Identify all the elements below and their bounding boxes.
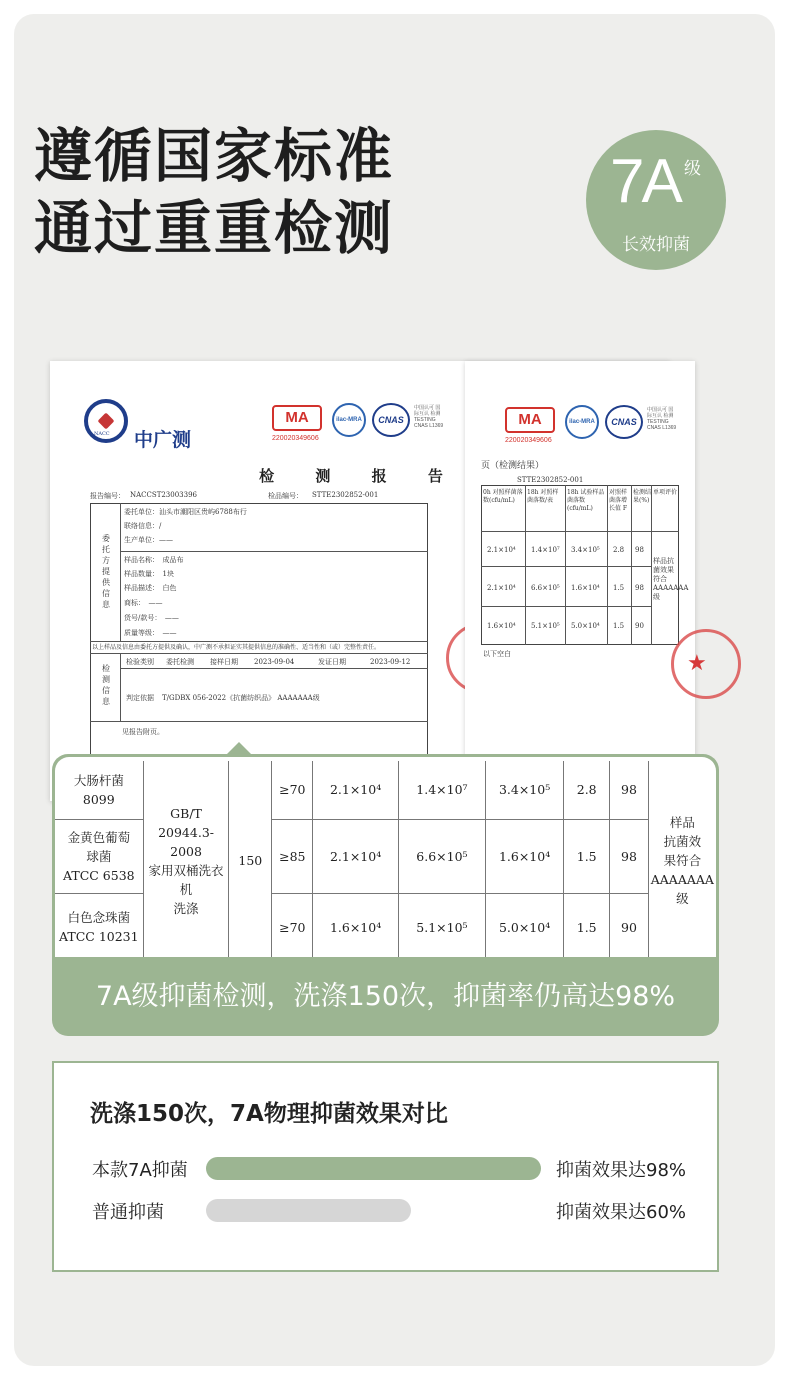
ilac-mra-logo-icon: ilac-MRA (332, 403, 366, 437)
threshold-cell: ≥85 (272, 819, 313, 893)
result-cell: 90 (610, 893, 648, 957)
result-table-wrap (55, 757, 716, 957)
test-18h-cell: 3.4×10⁵ (486, 761, 564, 819)
p2-divider (525, 485, 526, 645)
control-0h-cell: 2.1×10⁴ (313, 819, 398, 893)
receive-date-label: 接样日期 (210, 658, 238, 666)
control-0h-cell: 2.1×10⁴ (313, 761, 398, 819)
comparison-bar-2 (206, 1199, 411, 1222)
p2-cell: 3.4×10⁵ (571, 546, 600, 554)
headline-line-1: 遵循国家标准 (34, 122, 395, 190)
sample-number-label: 检品编号： (268, 492, 303, 500)
cnas-logo-icon: CNAS (372, 403, 410, 437)
badge-grade-suffix: 级 (684, 159, 701, 179)
trademark: 商标： —— (124, 599, 163, 607)
test-type: 委托检测 (166, 658, 194, 666)
strain-cell: 金黄色葡萄 球菌 ATCC 6538 (55, 819, 143, 893)
panel-caption: 7A级抑菌检测，洗涤150次，抑菌率仍高达98% (95, 981, 676, 1012)
model-number: 货号/款号： —— (124, 614, 179, 622)
test-18h-cell: 5.0×10⁴ (486, 893, 564, 957)
p2-end-note: 以下空白 (483, 650, 511, 658)
evaluation-cell: 样品 抗菌效 果符合 AAAAAAA 级 (648, 761, 716, 957)
form-divider (120, 503, 121, 641)
comparison-value-2: 抑菌效果达60% (556, 1202, 687, 1223)
p2-divider (565, 485, 566, 645)
p2-cell: 2.1×10⁴ (487, 584, 516, 592)
test-type-label: 检验类别 (126, 658, 154, 666)
comparison-title: 洗涤150次，7A物理抑菌效果对比 (90, 1101, 448, 1127)
p2-cell: 1.6×10⁴ (487, 622, 516, 630)
growth-f-cell: 1.5 (564, 893, 610, 957)
p2-cell: 5.1×10⁵ (531, 622, 560, 630)
control-18h-cell: 5.1×10⁵ (398, 893, 485, 957)
sample-number: STTE2302852-001 (312, 491, 379, 499)
attached-note: 见报告附页。 (122, 728, 164, 736)
p2-divider (631, 485, 632, 645)
page2-sample-number: STTE2302852-001 (517, 476, 584, 484)
strain-cell: 白色念珠菌 ATCC 10231 (55, 893, 143, 957)
nacc-logo-text: 中广测 (134, 429, 192, 451)
comparison-value-1: 抑菌效果达98% (556, 1160, 687, 1181)
report-number: NACCST23003396 (130, 491, 197, 499)
threshold-cell: ≥70 (272, 893, 313, 957)
badge-caption: 长效抑菌 (622, 235, 690, 255)
control-0h-cell: 1.6×10⁴ (313, 893, 398, 957)
comparison-label-1: 本款7A抑菌 (92, 1160, 188, 1181)
page2-heading: 页（检测结果） (481, 461, 545, 471)
cma-number: 220020349606 (272, 435, 319, 442)
p2-header: 18h 试验样品菌落数(cfu/mL) (567, 489, 605, 512)
cnas-subtext: 中国认可 国际互认 检测 TESTING CNAS L1369 (414, 405, 444, 429)
p2-divider (481, 606, 651, 607)
basis: T/GDBX 056-2022《抗菌纺织品》 AAAAAAA级 (162, 694, 320, 702)
report-title: 检 测 报 告 (259, 467, 461, 485)
p2-cell: 98 (635, 584, 644, 592)
control-18h-cell: 1.4×10⁷ (398, 761, 485, 819)
p2-cell: 1.5 (613, 584, 625, 592)
issue-date-label: 发证日期 (318, 658, 346, 666)
p2-cell: 98 (635, 546, 644, 554)
growth-f-cell: 1.5 (564, 819, 610, 893)
p2-divider (651, 485, 652, 645)
client-info-group-label: 委托方提供信息 (102, 534, 110, 609)
p2-cell: 1.6×10⁴ (571, 584, 600, 592)
threshold-cell: ≥70 (272, 761, 313, 819)
issue-date: 2023-09-12 (370, 658, 411, 666)
sample-name: 样品名称： 成品布 (124, 556, 184, 564)
p2-divider (481, 531, 679, 532)
sample-quantity: 样品数量： 1块 (124, 570, 174, 578)
p2-cell: 5.0×10⁴ (571, 622, 600, 630)
test-report-page-2 (465, 361, 707, 761)
p2-cell: 2.8 (613, 546, 625, 554)
result-panel (52, 754, 719, 1036)
p2-cell: 90 (635, 622, 644, 630)
cnas-subtext-2: 中国认可 国际互认 检测 TESTING CNAS L1369 (647, 407, 677, 431)
client-unit: 委托单位：汕头市潮阳区贵屿6788布行 (124, 508, 247, 516)
test-18h-cell: 1.6×10⁴ (486, 819, 564, 893)
p2-cell: 6.6×10⁵ (531, 584, 560, 592)
cnas-logo-icon-2: CNAS (605, 405, 643, 439)
p2-evaluation: 样品抗菌效果符合AAAAAAA级 (653, 557, 689, 601)
wash-times-cell: 150 (229, 761, 272, 957)
star-icon: ★ (687, 651, 707, 676)
form-divider (120, 653, 121, 721)
contact-info: 联络信息：/ (124, 522, 162, 530)
form-divider (90, 653, 428, 654)
comparison-box (52, 1061, 719, 1272)
p2-cell: 2.1×10⁴ (487, 546, 516, 554)
producer: 生产单位：—— (124, 536, 173, 544)
headline-line-2: 通过重重检测 (34, 194, 395, 262)
quality-grade: 质量等级： —— (124, 629, 177, 637)
form-divider (120, 551, 428, 552)
p2-cell: 1.4×10⁷ (531, 546, 560, 554)
comparison-label-2: 普通抑菌 (92, 1202, 164, 1223)
result-cell: 98 (610, 819, 648, 893)
headline (34, 120, 394, 264)
p2-header: 单项评价 (653, 489, 678, 496)
badge-grade: 7A (610, 147, 680, 216)
form-divider (90, 721, 428, 722)
control-18h-cell: 6.6×10⁵ (398, 819, 485, 893)
grade-badge (586, 130, 726, 270)
growth-f-cell: 2.8 (564, 761, 610, 819)
form-divider (120, 668, 428, 669)
receive-date: 2023-09-04 (254, 658, 295, 666)
method-cell: GB/T 20944.3-2008 家用双桶洗衣机 洗涤 (143, 761, 229, 957)
p2-divider (607, 485, 608, 645)
cma-logo-icon-2: MA (505, 407, 555, 433)
cma-logo-icon: MA (272, 405, 322, 431)
result-table (55, 761, 716, 957)
p2-header: 对照样菌落增长值 F (609, 489, 628, 512)
p2-header: 0h 对照样菌落数(cfu/mL) (483, 489, 523, 504)
nacc-logo-sub: NACC (94, 431, 110, 437)
ilac-mra-logo-icon-2: ilac-MRA (565, 405, 599, 439)
strain-cell: 大肠杆菌 8099 (55, 761, 143, 819)
report-number-label: 报告编号： (90, 492, 125, 500)
comparison-bar-1 (206, 1157, 541, 1180)
p2-header: 检测结果(%) (633, 489, 652, 504)
form-divider (90, 641, 428, 642)
p2-header: 18h 对照样菌落数/表 (527, 489, 559, 504)
cma-number-2: 220020349606 (505, 437, 552, 444)
table-row (55, 761, 716, 819)
test-info-group-label: 检测信息 (102, 664, 110, 706)
p2-divider (481, 566, 651, 567)
disclaimer: 以上样品及信息由委托方提供及确认，中广测不承担证实其提供信息的准确性、适当性和（或）完整性责任。 (92, 644, 381, 651)
basis-label: 判定依据 (126, 694, 154, 702)
p2-cell: 1.5 (613, 622, 625, 630)
result-cell: 98 (610, 761, 648, 819)
sample-description: 样品描述： 白色 (124, 584, 177, 592)
